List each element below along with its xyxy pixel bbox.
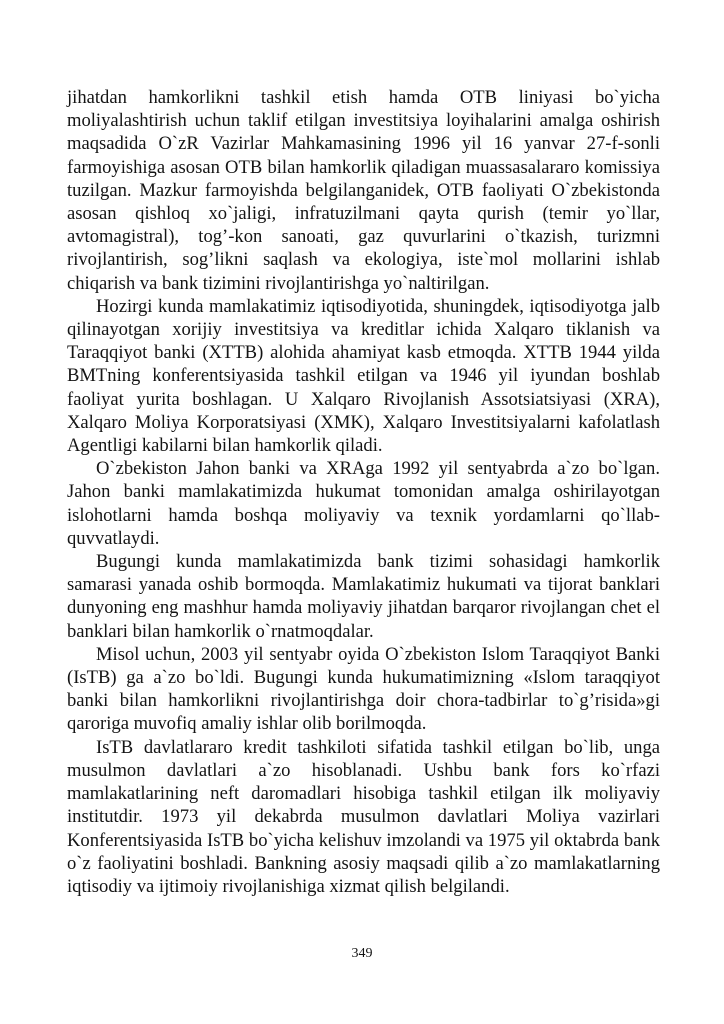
paragraph-continuation: jihatdan hamkorlikni tashkil etish hamda OTB liniyasi bo`yicha moliyalashtirish uchun taklif etilgan investitsiya loyihalarini amalga oshirish maqsadida O`zR Vazirlar Mahkamasining 1996 yil 16 yanvar 27-f-sonli farmoyishiga asosan OTB bilan hamkorlik qiladigan muassasalararo komissiya tuzilgan. Mazkur farmoyishda belgilanganidek, OTB faoliyati O`zbekistonda asosan qishloq xo`jaligi, infratuzilmani qayta qurish (temir yo`llar, avtomagistral), tog’-kon sanoati, gaz quvurlarini o`tkazish, turizmni rivojlantirish, sog’likni saqlash va ekologiya, iste`mol mollarini ishlab chiqarish va bank tizimini rivojlantirishga yo`naltirilgan. [67,87,660,294]
paragraph-world-bank: O`zbekiston Jahon banki va XRAga 1992 yil sentyabrda a`zo bo`lgan. Jahon banki mamlakatimizda hukumat tomonidan amalga oshirilayotgan islohotlarni hamda boshqa moliyaviy va texnik yordamlarni qo`llab-quvvatlaydi. [67,458,660,549]
page-number: 349 [351,946,373,961]
paragraph-xttb: Hozirgi kunda mamlakatimiz iqtisodiyotida, shuningdek, iqtisodiyotga jalb qilinayotgan xorijiy investitsiya va kreditlar ichida Xalqaro tiklanish va Taraqqiyot banki (XTTB) alohida ahamiyat kasb etmoqda. XTTB 1944 yilda BMTning konferentsiyasida tashkil etilgan va 1946 yil iyundan boshlab faoliyat yurita boshlagan. U Xalqaro Rivojlanish Assotsiatsiyasi (XRA), Xalqaro Moliya Korporatsiyasi (XMK), Xalqaro Investitsiyalarni kafolatlash Agentligi kabilarni bilan hamkorlik qiladi. [67,295,660,457]
page-body [67,86,660,898]
paragraph-istb-membership: Misol uchun, 2003 yil sentyabr oyida O`zbekiston Islom Taraqqiyot Banki (IsTB) ga a`zo bo`ldi. Bugungi kunda hukumatimizning «Islom taraqqiyot banki bilan hamkorlikni rivojlantirishga doir chora-tadbirlar to`g’risida»gi qaroriga muvofiq amaliy ishlar olib borilmoqda. [67,643,660,735]
paragraph-bank-cooperation: Bugungi kunda mamlakatimizda bank tizimi sohasidagi hamkorlik samarasi yanada oshib bormoqda. Mamlakatimiz hukumati va tijorat banklari dunyoning eng mashhur hamda moliyaviy jihatdan barqaror rivojlangan chet el banklari bilan hamkorlik o`rnatmoqdalar. [67,551,660,642]
paragraph-istb-history: IsTB davlatlararo kredit tashkiloti sifatida tashkil etilgan bo`lib, unga musulmon davlatlari a`zo hisoblanadi. Ushbu bank fors ko`rfazi mamlakatlarining neft daromadlari hisobiga tashkil etilgan ilk moliyaviy institutdir. 1973 yil dekabrda musulmon davlatlari Moliya vazirlari Konferentsiyasida IsTB bo`yicha kelishuv imzolandi va 1975 yil oktabrda bank o`z faoliyatini boshladi. Bankning asosiy maqsadi qilib a`zo mamlakatlarning iqtisodiy va ijtimoiy rivojlanishiga xizmat qilish belgilandi. [67,736,660,897]
